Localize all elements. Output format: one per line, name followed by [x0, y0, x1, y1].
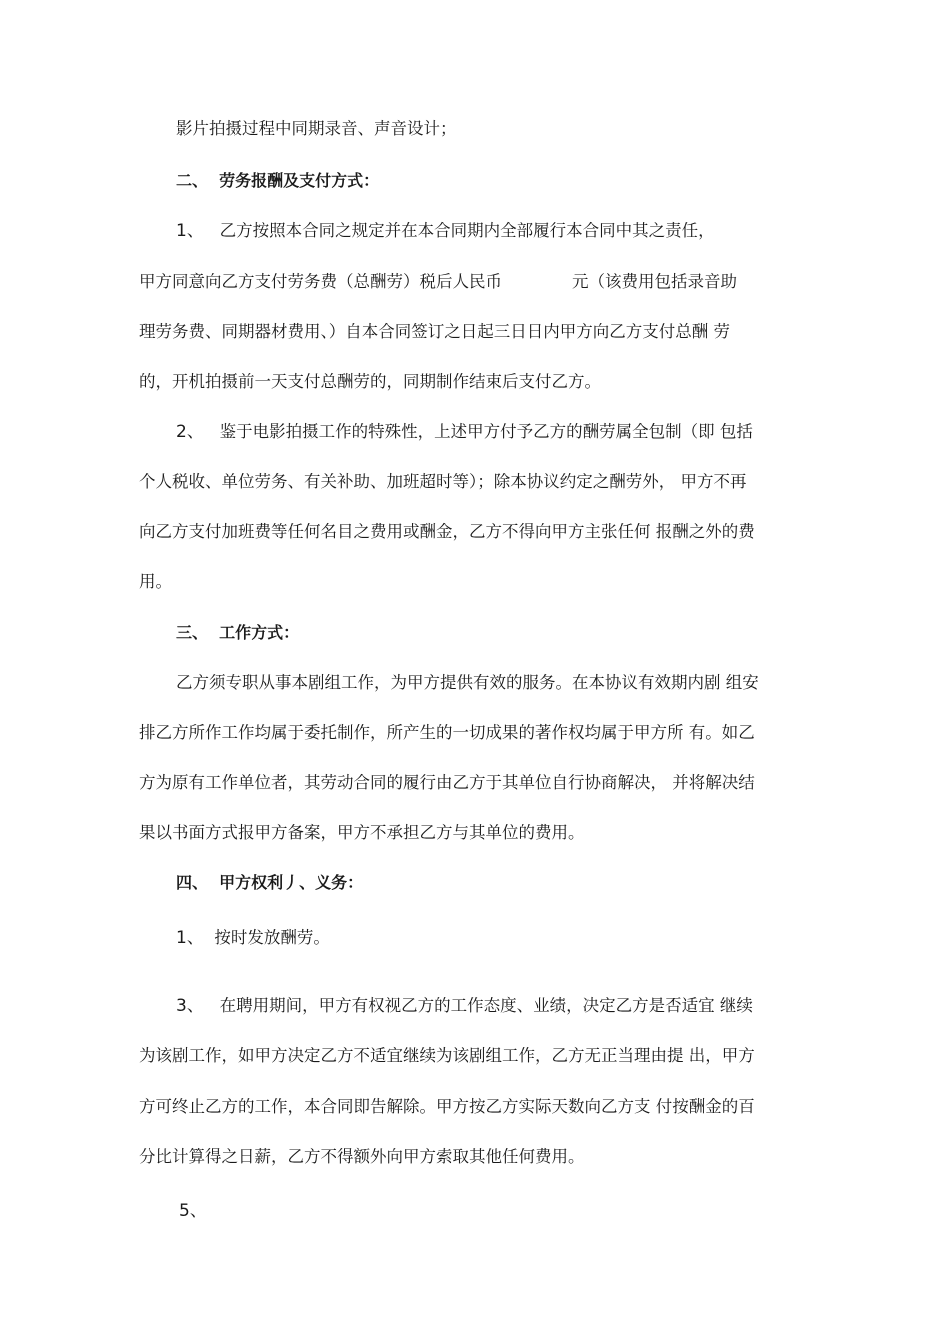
clause-number: 1、: [176, 928, 204, 948]
clause-number: 3、: [176, 996, 204, 1016]
section-heading-3: [176, 621, 299, 645]
clause-number: 2、: [176, 422, 204, 442]
clause-text: 甲方同意向乙方支付劳务费（总酬劳）税后人民币: [139, 272, 502, 291]
clause-line: [176, 994, 753, 1018]
clause-number: 5、: [179, 1201, 207, 1221]
paragraph-line: 分比计算得之日薪，乙方不得额外向甲方索取其他任何费用。: [139, 1147, 585, 1166]
clause-line: [176, 420, 753, 444]
clause-line: [176, 219, 715, 243]
clause-text: 在聘用期间，甲方有权视乙方的工作态度、业绩，决定乙方是否适宜 继续: [219, 996, 753, 1015]
paragraph-line: 用。: [139, 572, 172, 591]
paragraph-line: 为该剧工作，如甲方决定乙方不适宜继续为该剧组工作，乙方无正当理由提 出，甲方: [139, 1046, 755, 1065]
paragraph-line: 影片拍摄过程中同期录音、声音设计；: [176, 119, 457, 138]
paragraph-line: 个人税收、单位劳务、有关补助、加班超时等）；除本协议约定之酬劳外， 甲方不再: [139, 472, 747, 491]
section-heading-2: [176, 169, 379, 193]
paragraph-line: [139, 270, 737, 294]
clause-text: 元（该费用包括录音助: [572, 272, 737, 291]
section-heading-4: [176, 871, 363, 895]
paragraph-line: 方为原有工作单位者，其劳动合同的履行由乙方于其单位自行协商解决， 并将解决结: [139, 773, 755, 792]
section-number: 四、: [176, 873, 209, 892]
clause-line: [176, 926, 330, 950]
paragraph-line: 果以书面方式报甲方备案，甲方不承担乙方与其单位的费用。: [139, 823, 585, 842]
clause-text: 按时发放酬劳。: [214, 928, 330, 947]
clause-text: 鉴于电影拍摄工作的特殊性，上述甲方付予乙方的酬劳属全包制（即 包括: [219, 422, 753, 441]
paragraph-line: 乙方须专职从事本剧组工作，为甲方提供有效的服务。在本协议有效期内剧 组安: [176, 673, 759, 692]
section-title: 劳务报酬及支付方式：: [219, 171, 380, 190]
clause-text: 乙方按照本合同之规定并在本合同期内全部履行本合同中其之责任，: [219, 221, 715, 240]
section-title: 甲方权利丿、义务：: [219, 873, 364, 892]
section-title: 工作方式：: [219, 623, 300, 642]
paragraph-line: 的，开机拍摄前一天支付总酬劳的，同期制作结束后支付乙方。: [139, 372, 601, 391]
paragraph-line: 向乙方支付加班费等任何名目之费用或酬金，乙方不得向甲方主张任何 报酬之外的费: [139, 522, 755, 541]
section-number: 三、: [176, 623, 209, 642]
paragraph-line: 理劳务费、同期器材费用、）自本合同签订之日起三日日内甲方向乙方支付总酬 劳: [139, 322, 730, 341]
section-number: 二、: [176, 171, 209, 190]
paragraph-line: 排乙方所作工作均属于委托制作，所产生的一切成果的著作权均属于甲方所 有。如乙: [139, 723, 755, 742]
clause-number: 1、: [176, 221, 204, 241]
clause-line: [179, 1199, 207, 1223]
paragraph-line: 方可终止乙方的工作，本合同即告解除。甲方按乙方实际天数向乙方支 付按酬金的百: [139, 1097, 755, 1116]
